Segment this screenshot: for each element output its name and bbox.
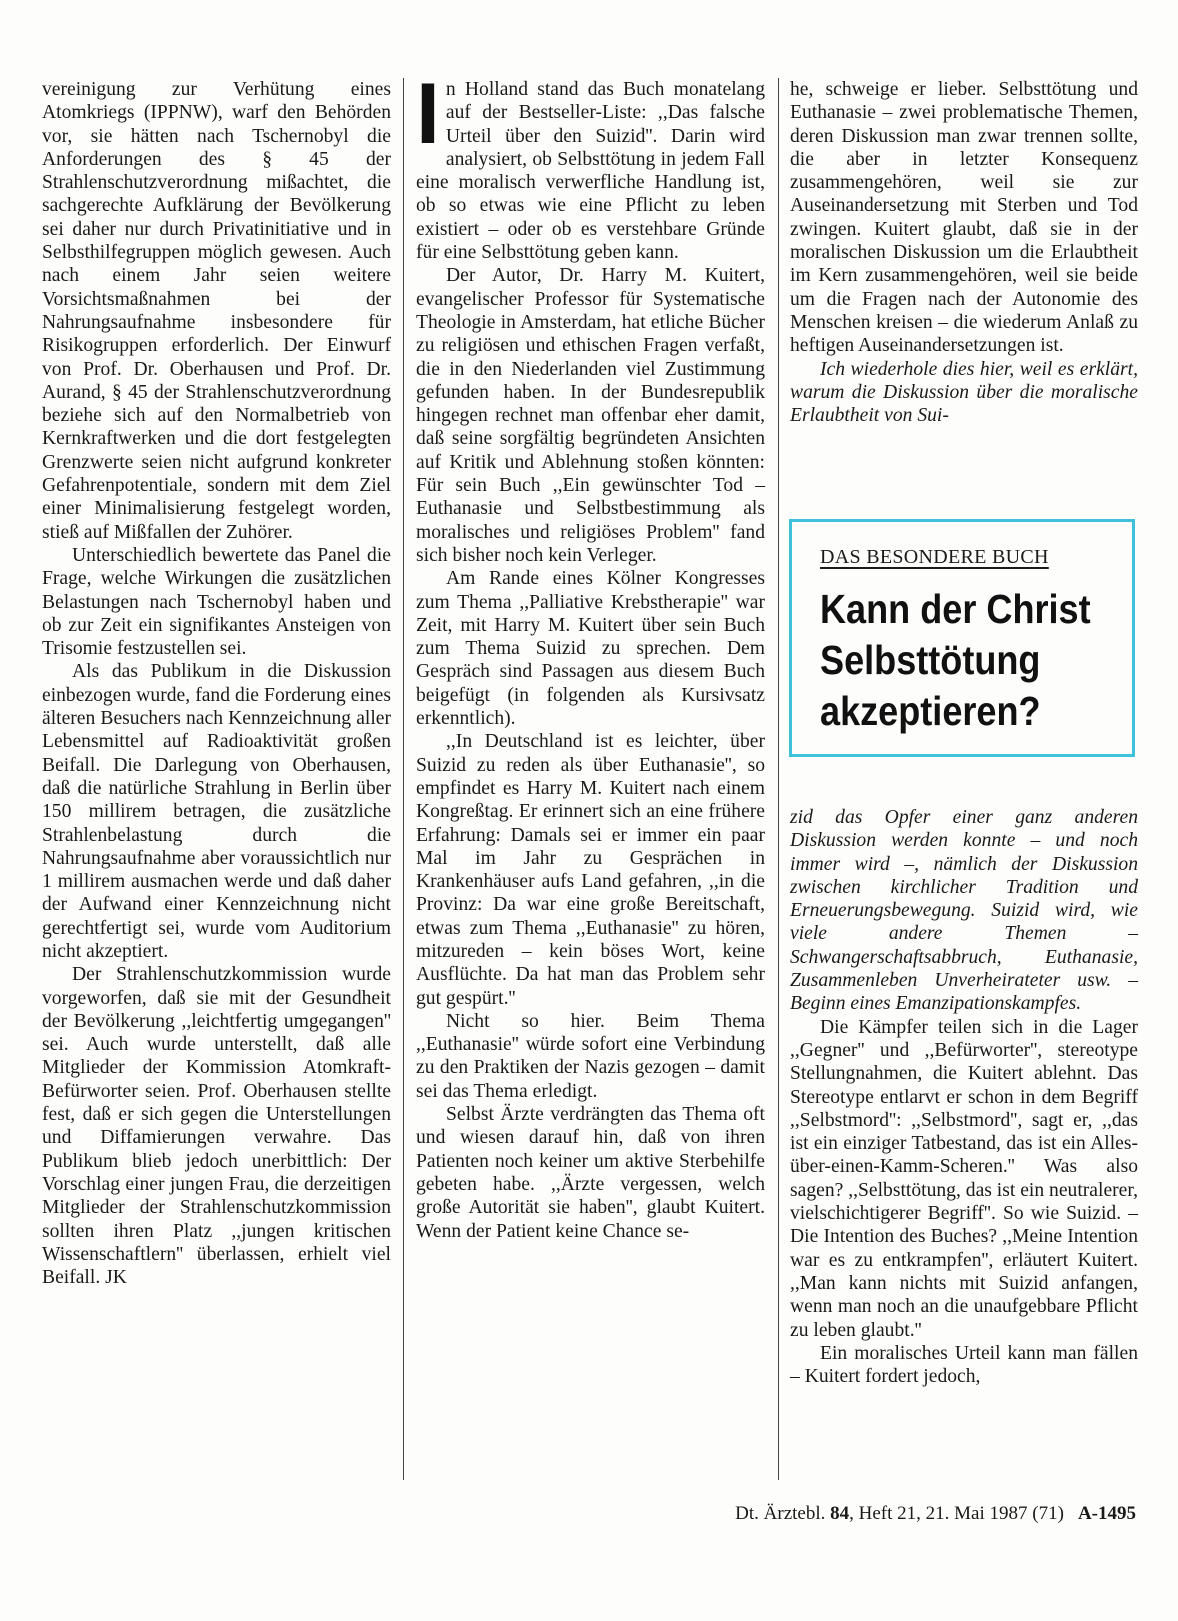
journal-name: Dt. Ärztebl. <box>735 1503 826 1524</box>
lead-paragraph <box>416 66 765 264</box>
paragraph: he, schweige er lieber. Selbsttötung und Euthanasie – zwei problematische Themen, deren Diskussion man zwar trennen sollte, die aber in letzter Konsequenz zusammengehören, weil sie zur Auseinandersetzung mit Sterben und Tod zwingen. Kuitert glaubt, daß sie in der moralischen Diskussion um die Erlaubtheit im Kern zusammengehören, weil sie beide um die Fragen nach der Autonomie des Menschen kreisen – die wiederum Anlaß zu heftigen Auseinandersetzungen ist. <box>790 79 1138 357</box>
volume-number: 84 <box>830 1503 850 1524</box>
paragraph: Der Autor, Dr. Harry M. Kuitert, evangelischer Professor für Systematische Theologie in Amsterdam, hat etliche Bücher zu religiösen und ethischen Fragen verfaßt, die in den Niederlanden viel Zustimmung gefunden haben. In der Bundesrepublik hingegen rechnet man offenbar eher damit, daß seine sorgfältig begründeten Ansichten auf Kritik und Ablehnung stoßen könnten: Für sein Buch ,,Ein gewünschter Tod – Euthanasie und Selbstbestimmung als moralisches und religiöses Problem'' fand sich bisher noch kein Verleger. <box>416 265 765 566</box>
box-headline: Kann der Christ Selbsttötung akzeptieren? <box>820 586 1091 734</box>
lead-text: n Holland stand das Buch monatelang auf der Bestseller-Liste: ,,Das falsche Urteil über den Suizid''. Darin wird analysiert, ob Selbsttötung in jedem Fall eine moralisch verwerfliche Handlung ist, ob so etwas wie eine Pflicht zu leben existiert – oder ob es verstehbare Gründe für eine Selbsttötung geben kann. <box>416 79 765 264</box>
column-1 <box>42 78 391 1289</box>
column-3-top <box>790 78 1138 427</box>
paragraph: Der Strahlenschutzkommission wurde vorgeworfen, daß sie mit der Gesundheit der Bevölkerung ,,leichtfertig umgegangen'' sei. Auch wurde unterstellt, daß alle Mitglieder der Kommission Atomkraft-Befürworter seien. Prof. Oberhausen stellte fest, daß er sich gegen die Unterstellungen und Diffamierungen verwahre. Das Publikum blieb jedoch unerbittlich: Der Vorschlag einer jungen Frau, die derzeitigen Mitglieder der Strahlenschutzkommission sollten ihren Platz ,,jungen kritischen Wissenschaftlern'' überlassen, erhielt viel Beifall. JK <box>42 964 391 1289</box>
column-rule <box>403 78 404 1480</box>
paragraph: Unterschiedlich bewertete das Panel die Frage, welche Wirkungen die zusätzlichen Belastungen nach Tschernobyl haben und ob zur Zeit ein signifikantes Ansteigen von Trisomie festzustellen sei. <box>42 544 391 660</box>
issue-info: , Heft 21, 21. Mai 1987 (71) <box>849 1503 1064 1524</box>
column-rule <box>778 78 779 1480</box>
italic-excerpt: zid das Opfer einer ganz anderen Diskussion werden konnte – und noch immer wird –, nämlich der Diskussion zwischen kirchlicher Tradition und Erneuerungsbewegung. Suizid wird, wie viele andere Themen – Schwangerschaftsabbruch, Euthanasie, Zusammenleben Unverheirateter usw. – Beginn eines Emanzipationskampfes. <box>790 807 1138 1015</box>
paragraph: ,,In Deutschland ist es leichter, über Suizid zu reden als über Euthanasie'', so empfindet es Harry M. Kuitert nach einem Kongreßtag. Er erinnert sich an eine frühere Erfahrung: Damals sei er immer ein paar Mal im Jahr zu Gesprächen in Krankenhäuser aufs Land gefahren, ,,in die Provinz: Da war eine große Bereitschaft, etwas zum Thema ,,Euthanasie'' zu hören, mitzureden – kein böses Wort, keine Ausflüchte. Da hat man das Problem sehr gut gespürt.'' <box>416 731 765 1009</box>
paragraph: Ein moralisches Urteil kann man fällen – Kuitert fordert jedoch, <box>790 1342 1138 1388</box>
column-2 <box>416 66 765 1243</box>
paragraph: vereinigung zur Verhütung eines Atomkriegs (IPPNW), warf den Behörden vor, sie hätten nach Tschernobyl die Anforderungen des § 45 der Strahlenschutzverordnung mißachtet, die sachgerechte Aufklärung der Bevölkerung sei daher nur durch Privatinitiative und in Selbsthilfegruppen möglich gewesen. Auch nach einem Jahr seien weitere Vorsichtsmaßnahmen bei der Nahrungsaufnahme insbesondere für Risikogruppen erforderlich. Der Einwurf von Prof. Dr. Oberhausen und Prof. Dr. Aurand, § 45 der Strahlenschutzverordnung beziehe sich auf den Normalbetrieb von Kernkraftwerken und die dort festgelegten Grenzwerte seien nicht aufgrund konkreter Gefahrenpotentiale, sondern mit dem Ziel einer Minimalisierung festgelegt worden, stieß auf Mißfallen der Zuhörer. <box>42 79 391 543</box>
drop-cap: I <box>416 66 440 162</box>
box-kicker: DAS BESONDERE BUCH <box>820 546 1049 568</box>
page-number: A-1495 <box>1077 1503 1136 1524</box>
page-footer <box>735 1503 1136 1525</box>
paragraph: Die Kämpfer teilen sich in die Lager ,,Gegner'' und ,,Befürworter'', stereotype Stellungnahmen, die Kuitert ablehnt. Das Stereotype entlarvt er schon in dem Begriff ,,Selbstmord'': ,,Selbstmord'', sagt er, ,,das ist ein einziger Tatbestand, das ist ein Alles-über-einen-Kamm-Scheren.'' Was also sagen? ,,Selbsttötung, das ist ein neutralerer, vielschichtigerer Begriff''. So wie Suizid. – Die Intention des Buches? ,,Meine Intention war es zu entkrampfen'', erläutert Kuitert. ,,Man kann nichts mit Suizid anfangen, wenn man noch an die unaufgebbare Pflicht zu leben glaubt.'' <box>790 1016 1138 1341</box>
italic-excerpt: Ich wiederhole dies hier, weil es erklärt, warum die Diskussion über die moralische Erlaubtheit von Sui- <box>790 358 1138 427</box>
paragraph: Nicht so hier. Beim Thema ,,Euthanasie'' würde sofort eine Verbindung zu den Praktiken der Nazis gezogen – damit sei das Thema erledigt. <box>416 1010 765 1102</box>
featured-book-box <box>789 519 1135 757</box>
paragraph: Selbst Ärzte verdrängten das Thema oft und wiesen darauf hin, daß von ihren Patienten noch keiner um aktive Sterbehilfe gebeten habe. ,,Ärzte vergessen, welch große Autorität sie haben'', glaubt Kuitert. Wenn der Patient keine Chance se- <box>416 1104 765 1242</box>
column-3-bottom <box>790 806 1138 1388</box>
paragraph: Als das Publikum in die Diskussion einbezogen wurde, fand die Forderung eines älteren Besuchers nach Kennzeichnung aller Lebensmittel auf Radioaktivität großen Beifall. Die Darlegung von Oberhausen, daß die natürliche Strahlung in Berlin über 150 millirem betragen, die zusätzliche Strahlenbelastung durch die Nahrungsaufnahme aber voraussichtlich nur 1 millirem ausmachen werde und daß daher der Aufwand einer Kennzeichnung nicht gerechtfertigt sei, wurde vom Auditorium nicht akzeptiert. <box>42 661 391 962</box>
paragraph: Am Rande eines Kölner Kongresses zum Thema ,,Palliative Krebstherapie'' war Zeit, mit Harry M. Kuitert über sein Buch zum Thema Suizid zu sprechen. Dem Gespräch sind Passagen aus diesem Buch beigefügt (in folgenden als Kursivsatz erkenntlich). <box>416 568 765 730</box>
